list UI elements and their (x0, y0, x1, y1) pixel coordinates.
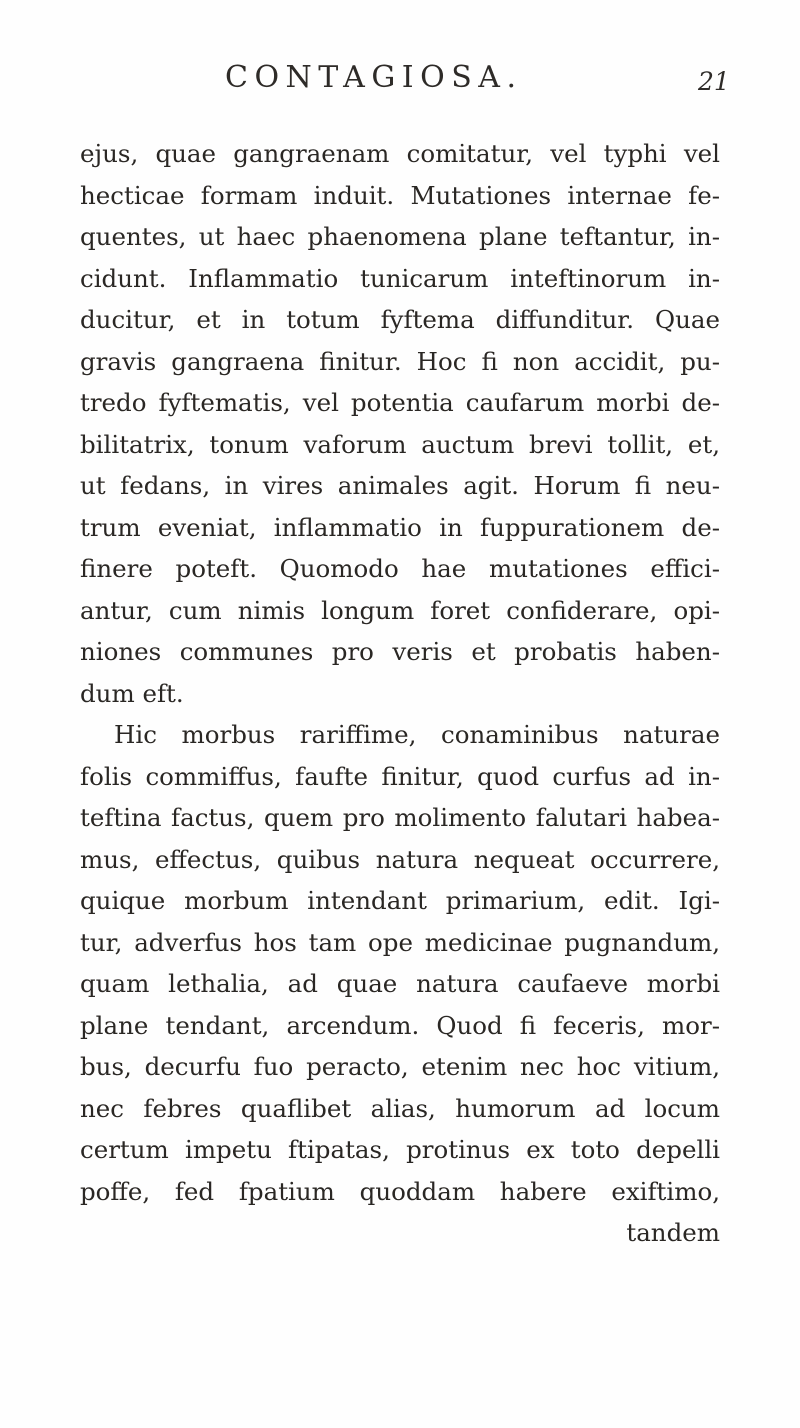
text-line: trum eveniat, inflammatio in fuppurationem de- (80, 512, 720, 542)
catchword: tandem (626, 1218, 720, 1247)
text-line: plane tendant, arcendum. Quod fi feceris, mor- (80, 1010, 720, 1040)
text-line: quentes, ut haec phaenomena plane teftantur, in- (80, 222, 720, 251)
text-line: bilitatrix, tonum vaforum auctum brevi tollit, et, (80, 429, 720, 459)
page-number: 21 (698, 67, 730, 96)
text-line-paragraph-start: Hic morbus rariffime, conaminibus naturae (114, 720, 720, 749)
text-line: ejus, quae gangraenam comitatur, vel typhi vel (80, 139, 720, 168)
text-line: nec febres quaflibet alias, humorum ad locum (80, 1093, 720, 1123)
text-line: teftina factus, quem pro molimento falutari habea- (80, 803, 720, 832)
text-line: ducitur, et in totum fyftema diffunditur. Quae (80, 305, 720, 334)
text-line: quam lethalia, ad quae natura caufaeve morbi (80, 969, 720, 998)
running-title: CONTAGIOSA. (225, 60, 523, 95)
text-line: poffe, fed fpatium quoddam habere exiftimo, (80, 1176, 720, 1206)
text-line: finere poteft. Quomodo hae mutationes effici- (80, 554, 720, 583)
text-line: niones communes pro veris et probatis haben- (80, 637, 720, 666)
text-line: antur, cum nimis longum foret confiderare, opi- (80, 595, 720, 625)
text-line: gravis gangraena finitur. Hoc fi non accidit, pu- (80, 346, 720, 376)
text-line: cidunt. Inflammatio tunicarum inteftinorum in- (80, 263, 720, 293)
text-line: certum impetu ftipatas, protinus ex toto depelli (80, 1135, 720, 1164)
body-text (80, 133, 720, 1254)
text-line: ut fedans, in vires animales agit. Horum fi neu- (80, 471, 720, 500)
running-head (0, 60, 800, 100)
text-line: tredo fyftematis, vel potentia caufarum morbi de- (80, 388, 720, 417)
text-line: hecticae formam induit. Mutationes internae fe- (80, 180, 720, 210)
text-line: mus, effectus, quibus natura nequeat occurrere, (80, 844, 720, 874)
text-line-paragraph-end: dum eft. (80, 678, 184, 708)
text-line: quique morbum intendant primarium, edit. Igi- (80, 886, 720, 915)
text-line: folis commiffus, faufte finitur, quod curfus ad in- (80, 761, 720, 791)
text-line: bus, decurfu fuo peracto, etenim nec hoc vitium, (80, 1052, 720, 1081)
text-line: tur, adverfus hos tam ope medicinae pugnandum, (80, 927, 720, 957)
